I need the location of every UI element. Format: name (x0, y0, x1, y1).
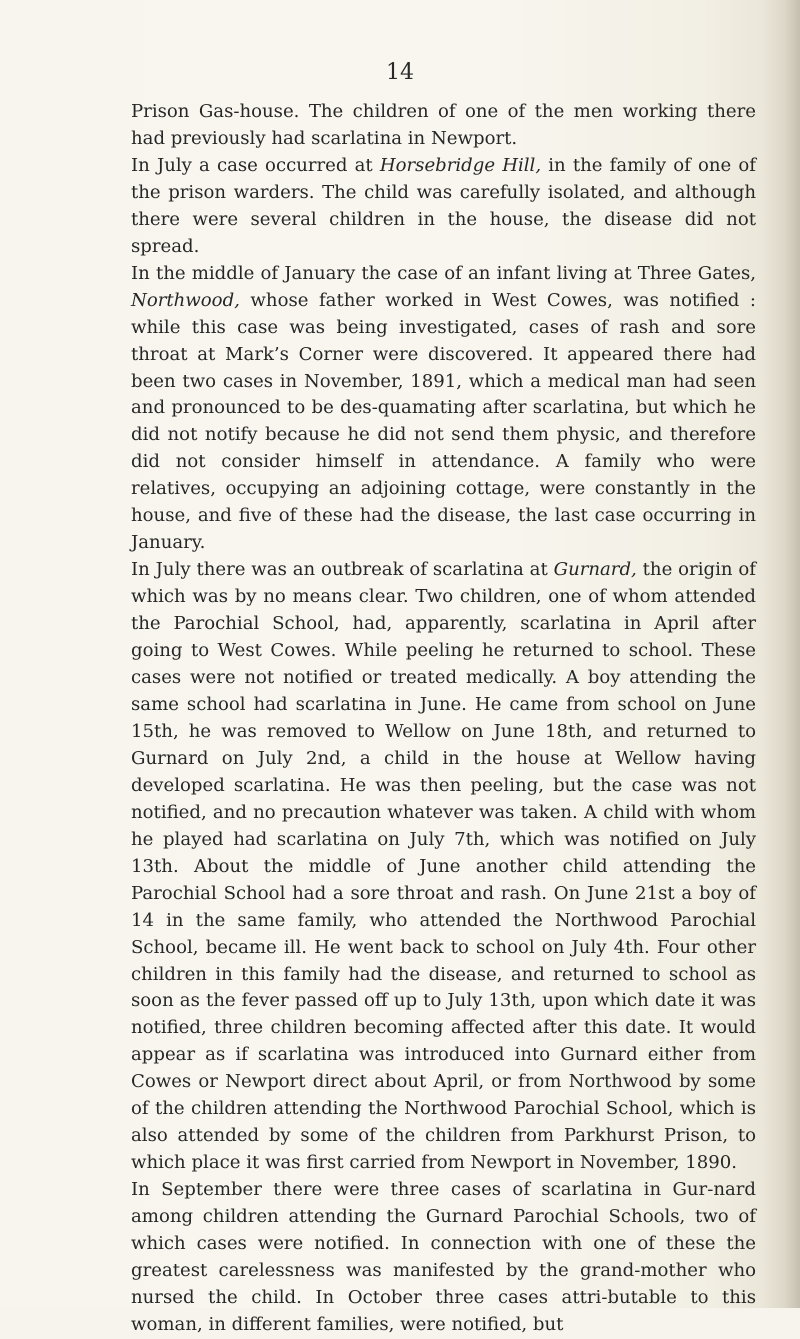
paragraph-3: In the middle of January the case of an infant living at Three Gates, Northwood, whose father worked in West Cowes, was notified : while this case was being investigated, cases of rash and sore throat at Mark’s Corner were discovered. It appeared there had been two cases in November, 1891, which a medical man had seen and pronounced to be des-quamating after scarlatina, but which he did not notify because he did not send them physic, and therefore did not consider himself in attendance. A family who were relatives, occupying an adjoining cottage, were constantly in the house, and five of these had the disease, the last case occurring in January. (131, 262, 756, 554)
paragraph-5: In September there were three cases of scarlatina in Gur-nard among children attending the Gurnard Parochial Schools, two of which cases were notified. In connection with one of these the greatest carelessness was manifested by the grand-mother who nursed the child. In October three cases attri-butable to this woman, in different families, were notified, but (131, 1179, 756, 1335)
place-name: Horsebridge Hill, (379, 154, 542, 176)
page-number: 14 (386, 60, 414, 85)
paragraph-4: In July there was an outbreak of scarlatina at Gurnard, the origin of which was by no means clear. Two children, one of whom attended the Parochial School, had, apparently, scarlatina in April after going to West Cowes. While peeling he returned to school. These cases were not notified or treated medically. A boy attending the same school had scarlatina in June. He came from school on June 15th, he was removed to Wellow on June 18th, and returned to Gurnard on July 2nd, a child in the house at Wellow having developed scarlatina. He was then peeling, but the case was not notified, and no precaution whatever was taken. A child with whom he played had scarlatina on July 7th, which was notified on July 13th. About the middle of June another child attending the Parochial School had a sore throat and rash. On June 21st a boy of 14 in the same family, who attended the Northwood Parochial School, became ill. He went back to school on July 4th. Four other children in this family had the disease, and returned to school as soon as the fever passed off up to July 13th, upon which date it was notified, three children becoming affected after this date. It would appear as if scarlatina was introduced into Gurnard either from Cowes or Newport direct about April, or from Northwood by some of the children attending the Northwood Parochial School, which is also attended by some of the children from Parkhurst Prison, to which place it was first carried from Newport in November, 1890. (131, 559, 756, 1174)
place-name: Gurnard, (553, 559, 637, 581)
paragraph-2: In July a case occurred at Horsebridge Hill, in the family of one of the prison warders. The child was carefully isolated, and although there were several children in the house, the disease did not spread. (131, 154, 757, 257)
place-name: Northwood, (131, 289, 240, 311)
body-text (131, 99, 756, 1339)
paragraph-1: Prison Gas-house. The children of one of the men working there had previously had scarlatina in Newport. (131, 101, 756, 149)
page-edge-shadow (762, 0, 800, 1308)
